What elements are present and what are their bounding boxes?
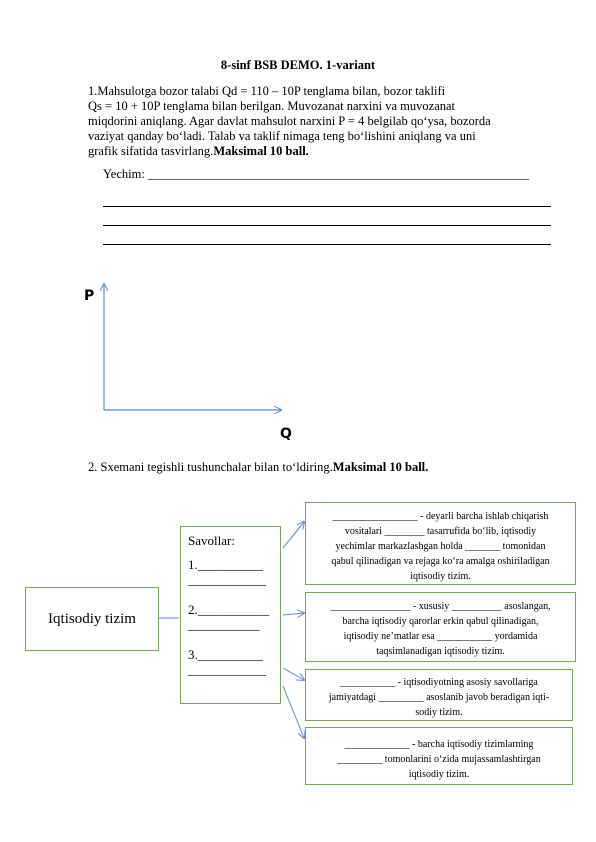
task1-line: Qs = 10 + 10P tenglama bilan berilgan. Muvozanat narxini va muvozanat (88, 99, 456, 113)
question-blank: 1.__________ (188, 557, 263, 572)
question-blank: ____________ (188, 662, 266, 677)
root-box: Iqtisodiy tizim (25, 587, 159, 651)
definition-line: vositalari ________ tasarrufida bo‘lib, iqtisodiy (344, 526, 537, 537)
definition-line: yechimlar markazlashgan holda _______ tomonidan (335, 541, 546, 552)
solution-label: Yechim: _____________________________________________________________ (103, 167, 530, 181)
page-title: 8-sinf BSB DEMO. 1-variant (220, 58, 376, 72)
definition-line: ________________ - xususiy __________ asoslangan, (330, 601, 551, 612)
task1-max-score: Maksimal 10 ball. (213, 144, 309, 158)
definition-line: _________________ - deyarli barcha ishlab chiqarish (332, 511, 549, 522)
connector-arrow (283, 613, 304, 615)
connector-arrow (283, 522, 304, 548)
definition-box-mixed (305, 727, 573, 785)
task1-line: miqdorini aniqlang. Agar davlat mahsulot narxini P = 4 belgilab qo‘ysa, bozorda (88, 114, 491, 128)
question-blank: 3.__________ (188, 647, 263, 662)
task2-instruction: 2. Sxemani tegishli tushunchalar bilan to‘ldiring. (88, 460, 333, 474)
definition-line: iqtisodiy tizim. (408, 769, 470, 780)
definition-box-planned (305, 502, 576, 585)
definition-line: taqsimlanadigan iqtisodiy tizim. (376, 646, 505, 657)
definition-line: ___________ - iqtisodiyotning asosiy savollariga (340, 677, 538, 688)
definition-line: jamiyatdagi _________ asoslanib javob beradigan iqti- (328, 692, 550, 703)
task2-max-score: Maksimal 10 ball. (332, 460, 429, 474)
definition-line: sodiy tizim. (415, 707, 463, 718)
definition-box-market (305, 592, 576, 662)
definition-line: barcha iqtisodiy qarorlar erkin qabul qilinadigan, (342, 616, 539, 627)
definition-line: _____________ - barcha iqtisodiy tizimlarning (344, 739, 534, 750)
question-blank: ____________ (188, 572, 266, 587)
connector-arrow (283, 686, 304, 738)
x-axis-label: Q (280, 426, 292, 442)
definition-box-traditional (305, 669, 573, 721)
task1-line: vaziyat qanday bo‘ladi. Talab va taklif nimaga teng bo‘lishini aniqlang va uni (88, 129, 476, 143)
definition-line: iqtisodiy ne’matlar esa ___________ yordamida (343, 631, 538, 642)
task1-line: 1.Mahsulotga bozor talabi Qd = 110 – 10P tenglama bilan, bozor taklifi (88, 84, 446, 98)
connector-arrow (283, 668, 304, 680)
question-blank: 2.___________ (188, 602, 270, 617)
task2-text (88, 460, 428, 475)
questions-box (180, 526, 281, 704)
y-axis-label: P (84, 288, 95, 304)
question-blank: ___________ (188, 617, 260, 632)
questions-title: Savollar: (188, 533, 235, 548)
task1-line: grafik sifatida tasvirlang. (88, 144, 214, 158)
definition-line: qabul qilinadigan va rejaga ko‘ra amalga oshiriladigan (331, 556, 550, 567)
definition-line: _________ tomonlarini o‘zida mujassamlashtirgan (337, 754, 541, 765)
definition-line: iqtisodiy tizim. (410, 571, 471, 582)
